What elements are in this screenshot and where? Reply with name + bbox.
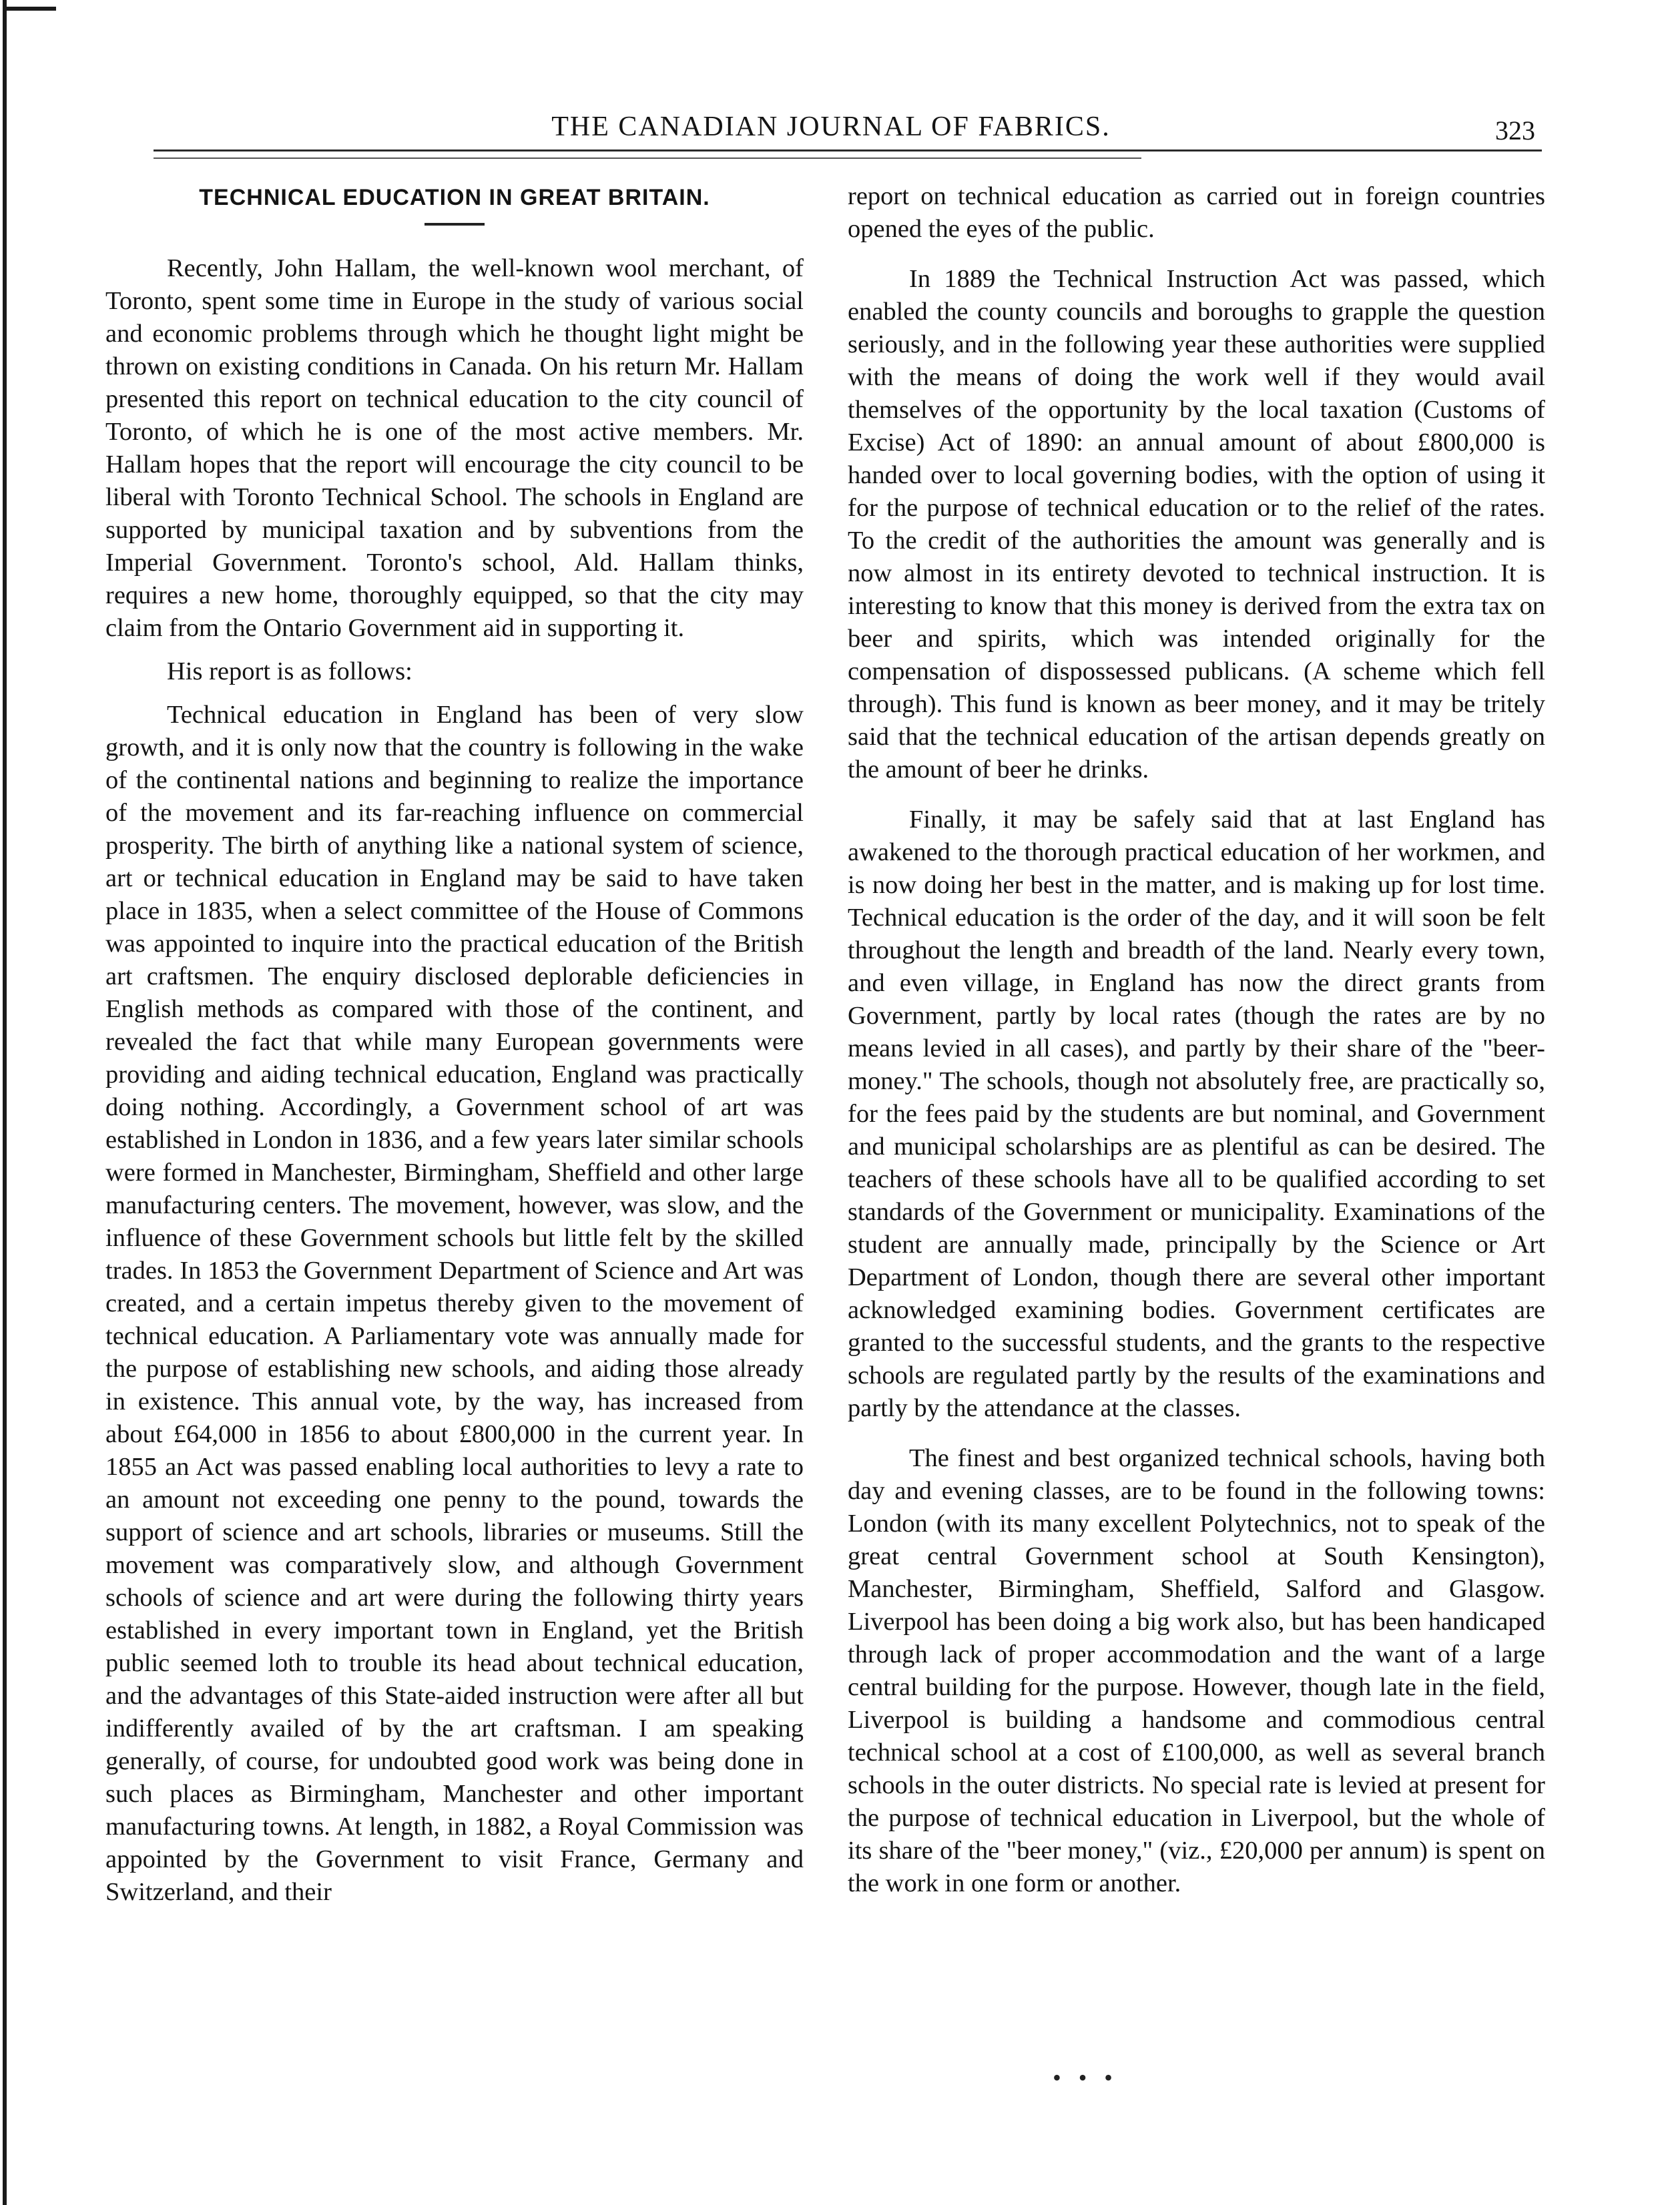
left-column [105, 180, 804, 1909]
header-rule [154, 149, 1542, 151]
article-title: TECHNICAL EDUCATION IN GREAT BRITAIN. [199, 185, 710, 210]
running-head [0, 107, 1680, 153]
journal-title: THE CANADIAN JOURNAL OF FABRICS. [551, 111, 1111, 142]
paragraph-history: Technical education in England has been of very slow growth, and it is only now that the country is following in the wake of the continental nations and beginning to realize the importance of the movement and its far-reaching influence on commercial prosperity. The birth of anything like a national system of science, art or technical education in England may be said to have taken place in 1835, when a select committee of the House of Commons was appointed to inquire into the practical education of the British art craftsmen. The enquiry disclosed deplorable deficiencies in English methods as compared with those of the continent, and revealed the fact that while many European governments were providing and aiding technical education, England was practically doing nothing. Accordingly, a Government school of art was established in London in 1836, and a few years later similar schools were formed in Manchester, Birmingham, Sheffield and other large manufacturing centers. The movement, however, was slow, and the influence of these Government schools but little felt by the skilled trades. In 1853 the Government Department of Science and Art was created, and a certain impetus thereby given to the movement of technical education. A Parliamentary vote was annually made for the purpose of establishing new schools, and aiding those already in existence. This annual vote, by the way, has increased from about £64,000 in 1856 to about £800,000 in the current year. In 1855 an Act was passed enabling local authorities to levy a rate to an amount not exceeding one penny to the pound, towards the support of science and art schools, libraries or museums. Still the movement was comparatively slow, and although Government schools of science and art were during the following thirty years established in every important town in England, yet the British public seemed loth to trouble its head about technical education, and the advantages of this State-aided instruction were after all but indifferently availed of by the art craftsman. I am speaking generally, of course, for undoubted good work was being done in such places as Birmingham, Manchester and other important manufacturing towns. At length, in 1882, a Royal Commission was appointed by the Government to visit France, Germany and Switzerland, and their [105, 701, 804, 1906]
page-corner-mark [3, 7, 56, 11]
paragraph-awakening: Finally, it may be safely said that at last England has awakened to the thorough practical education of her workmen, and is now doing her best in the matter, and is making up for lost time. Technical education is the order of the day, and it will soon be felt throughout the length and breadth of the land. Nearly every town, and even village, in England has now the direct grants from Government, partly by local rates (though the rates are by no means levied in all cases), and partly by their share of the "beer-money." The schools, though not absolutely free, are practically so, for the fees paid by the students are but nominal, and Government and municipal scholarships are as plentiful as can be desired. The teachers of these schools have all to be qualified according to set standards of the Government or municipality. Examinations of the student are annually made, principally by the Science or Art Department of London, though there are several other important acknowledged examining bodies. Government certificates are granted to the successful students, and the grants to the respective schools are regulated partly by the results of the examinations and partly by the attendance at the classes. [848, 806, 1545, 1422]
page-number: 323 [1495, 115, 1535, 145]
paragraph-instruction-act: In 1889 the Technical Instruction Act was passed, which enabled the county councils and boroughs to grapple the question seriously, and in the following year these authorities were supplied with the means of doing the work well if they would avail themselves of the opportunity by the local taxation (Customs of Excise) Act of 1890: an annual amount of about £800,000 is handed over to local governing bodies, with the option of using it for the purpose of technical education or to the relief of the rates. To the credit of the authorities the amount was generally and is now almost in its entirety devoted to technical instruction. It is interesting to know that this money is derived from the extra tax on beer and spirits, which was intended originally for the compensation of dispossessed publicans. (A scheme which fell through). This fund is known as beer money, and it may be tritely said that the technical education of the artisan depends greatly on the amount of beer he drinks. [848, 265, 1545, 783]
paragraph-intro: Recently, John Hallam, the well-known wool merchant, of Toronto, spent some time in Europe in the study of various social and economic problems through which he thought light might be thrown on existing conditions in Canada. On his return Mr. Hallam presented this report on technical education to the city council of Toronto, of which he is one of the most active members. Mr. Hallam hopes that the report will encourage the city council to be liberal with Toronto Technical School. The schools in England are supported by municipal taxation and by subventions from the Imperial Government. Toronto's school, Ald. Hallam thinks, requires a new home, thoroughly equipped, so that the city may claim from the Ontario Government aid in supporting it. [105, 254, 804, 642]
right-column [848, 180, 1545, 1900]
title-rule [425, 223, 485, 226]
page-edge-bar [3, 0, 7, 2205]
header-rule-secondary [154, 158, 1141, 159]
paragraph-history-continued: report on technical education as carried out in foreign countries opened the eyes of the public. [848, 182, 1545, 243]
paragraph-schools: The finest and best organized technical schools, having both day and evening classes, are to be found in the following towns: London (with its many excellent Polytechnics, not to speak of the great central Government school at South Kensington), Manchester, Birmingham, Sheffield, Salford and Glasgow. Liverpool has been doing a big work also, but has been handicaped through lack of proper accommodation and the want of a large central building for the purpose. However, though late in the field, Liverpool is building a handsome and commodious central technical school at a cost of £100,000, as well as several branch schools in the outer districts. No special rate is levied at present for the purpose of technical education in Liverpool, but the whole of its share of the "beer money," (viz., £20,000 per annum) is spent on the work in one form or another. [848, 1444, 1545, 1897]
end-ornament: ••• [1053, 2064, 1130, 2091]
paragraph-report-heading: His report is as follows: [167, 657, 412, 685]
